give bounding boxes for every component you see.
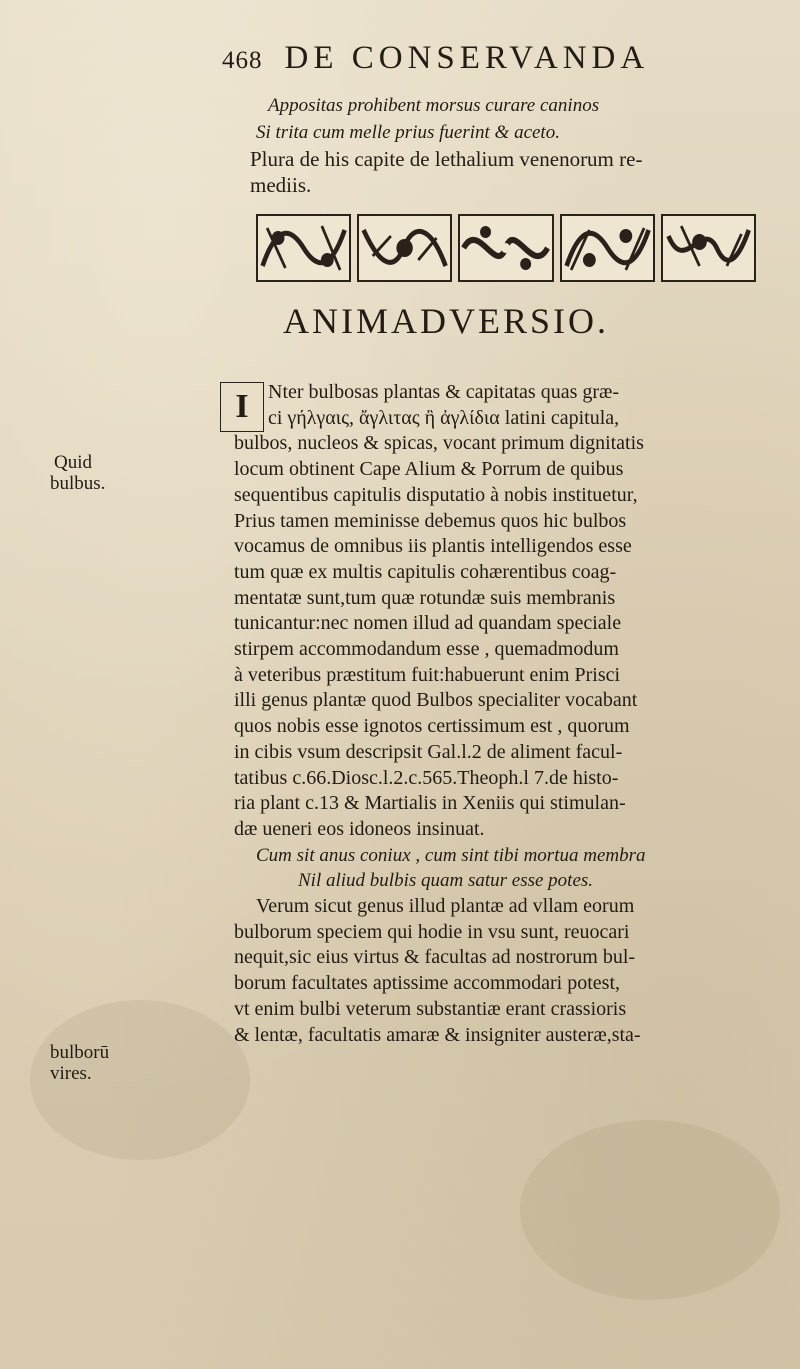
text-line: ria plant c.13 & Martialis in Xeniis qui stimulan- xyxy=(234,792,626,815)
text-line: illi genus plantæ quod Bulbos specialiter vocabant xyxy=(234,689,638,712)
text-line: bulbos, nucleos & spicas, vocant primum dignitatis xyxy=(234,432,644,455)
margin-note-line: vires. xyxy=(50,1063,92,1084)
text-line: & lentæ, facultatis amaræ & insigniter austeræ,sta- xyxy=(234,1023,641,1046)
poem-line: Cum sit anus coniux , cum sint tibi mortua membra xyxy=(256,844,646,866)
intro-line: Appositas prohibent morsus curare caninos xyxy=(268,95,600,116)
margin-note-quid-bulbus xyxy=(50,452,140,494)
text-line: sequentibus capitulis disputatio à nobis instituetur, xyxy=(234,483,638,506)
text-line: Prius tamen meminisse debemus quos hic bulbos xyxy=(234,509,627,532)
running-head xyxy=(222,40,742,84)
intro-line: Si trita cum melle prius fuerint & aceto. xyxy=(256,122,560,143)
margin-note-line: bulbus. xyxy=(50,473,106,494)
running-title: DE CONSERVANDA xyxy=(284,40,650,76)
intro-verse xyxy=(250,92,790,198)
text-line: Nter bulbosas plantas & capitatas quas græ- xyxy=(268,381,620,403)
text-line: tunicantur:nec nomen illud ad quandam speciale xyxy=(234,612,622,635)
ornament-tile xyxy=(560,214,655,282)
margin-note-line: bulborū xyxy=(50,1042,110,1063)
ornamental-headpiece xyxy=(256,214,756,280)
drop-cap: I xyxy=(220,382,264,432)
page-number: 468 xyxy=(222,47,263,74)
ornament-tile xyxy=(458,214,553,282)
text-line: Verum sicut genus illud plantæ ad vllam eorum xyxy=(256,895,635,918)
margin-note-bulborum-vires xyxy=(50,1042,140,1084)
text-line: vt enim bulbi veterum substantiæ erant crassioris xyxy=(234,997,627,1020)
text-line: ci γήλγαις, ἄγλιτας ἢ ἀγλίδια latini capitula, xyxy=(268,406,620,429)
text-line: quos nobis esse ignotos certissimum est , quorum xyxy=(234,715,630,738)
text-line: locum obtinent Cape Alium & Porrum de quibus xyxy=(234,458,624,481)
section-heading: ANIMADVERSIO. xyxy=(283,301,609,341)
poem-line: Nil aliud bulbis quam satur esse potes. xyxy=(298,870,594,892)
ornament-tile xyxy=(661,214,756,282)
text-line: à veteribus præstitum fuit:habuerunt enim Prisci xyxy=(234,663,621,686)
main-text xyxy=(218,380,793,1048)
intro-line: Plura de his capite de lethalium venenorum re- xyxy=(250,147,643,171)
text-line: bulborum speciem qui hodie in vsu sunt, reuocari xyxy=(234,920,630,943)
text-line: dæ ueneri eos idoneos insinuat. xyxy=(234,817,485,840)
text-line: stirpem accommodandum esse , quemadmodum xyxy=(234,638,619,661)
text-line: tum quæ ex multis capitulis cohærentibus coag- xyxy=(234,560,617,583)
ornament-tile xyxy=(256,214,351,282)
margin-note-line: Quid xyxy=(54,452,92,473)
text-line: borum facultates aptissime accommodari potest, xyxy=(234,972,620,995)
text-line: vocamus de omnibus iis plantis intelligendos esse xyxy=(234,535,632,558)
text-line: in cibis vsum descripsit Gal.l.2 de aliment facul- xyxy=(234,740,623,763)
text-line: tatibus c.66.Diosc.l.2.c.565.Theoph.l 7.de histo- xyxy=(234,766,619,789)
text-line: nequit,sic eius virtus & facultas ad nostrorum bul- xyxy=(234,946,636,969)
ornament-tile xyxy=(357,214,452,282)
text-line: mentatæ sunt,tum quæ rotundæ suis membranis xyxy=(234,586,616,609)
intro-line: mediis. xyxy=(250,173,312,197)
paper-stain xyxy=(520,1120,780,1300)
